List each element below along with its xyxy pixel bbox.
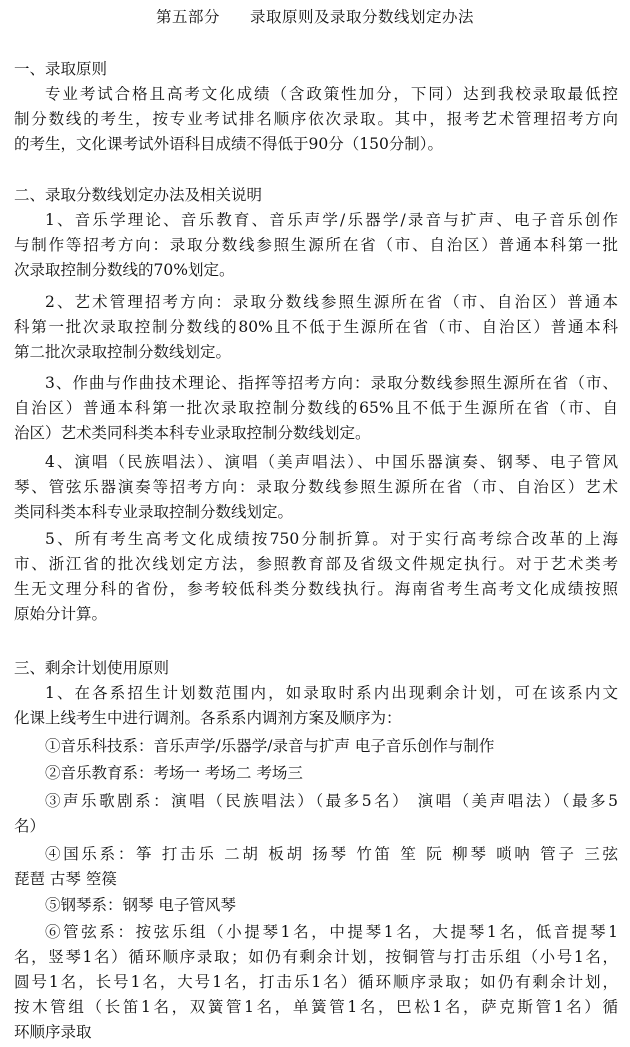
paragraph-line: 化课上线考生中进行调剂。各系系内调剂方案及顺序为： xyxy=(14,709,402,727)
paragraph-line: 原始分计算。 xyxy=(14,605,108,623)
paragraph-line: 治区）艺术类同科类本科专业录取控制分数线划定。 xyxy=(14,424,371,442)
list-item: ⑤钢琴系：钢琴 电子管风琴 xyxy=(45,896,236,914)
title-part: 第五部分 xyxy=(155,8,220,26)
paragraph-line: 的考生，文化课考试外语科目成绩不得低于90分（150分制）。 xyxy=(14,135,444,153)
paragraph-line: 次录取控制分数线的70%划定。 xyxy=(14,261,235,279)
list-item: ②音乐教育系：考场一 考场二 考场三 xyxy=(45,764,303,782)
paragraph-line: 制分数线的考生，按专业考试排名顺序依次录取。其中，报考艺术管理招考方向 xyxy=(14,110,618,128)
paragraph-line: 1、音乐学理论、音乐教育、音乐声学/乐器学/录音与扩声、电子音乐创作 xyxy=(45,211,618,229)
paragraph-line: 市、浙江省的批次线划定方法，参照教育部及省级文件规定执行。对于艺术类考 xyxy=(14,555,618,573)
paragraph-line: 琴、管弦乐器演奏等招考方向：录取分数线参照生源所在省（市、自治区）艺术 xyxy=(14,478,618,496)
paragraph-line: 生无文理分科的省份，参考较低科类分数线执行。海南省考生高考文化成绩按照 xyxy=(14,580,618,598)
list-item-continuation: 名，竖琴1名）循环顺序录取；如仍有剩余计划，按铜管与打击乐组（小号1名， xyxy=(14,948,618,966)
section-heading: 二、录取分数线划定办法及相关说明 xyxy=(14,186,263,204)
paragraph-line: 3、作曲与作曲技术理论、指挥等招考方向：录取分数线参照生源所在省（市、 xyxy=(45,374,618,392)
list-item: ①音乐科技系：音乐声学/乐器学/录音与扩声 电子音乐创作与制作 xyxy=(45,737,495,755)
list-item-continuation: 琵琶 古琴 箜篌 xyxy=(14,870,117,888)
list-item: ③声乐歌剧系：演唱（民族唱法）（最多5名） 演唱（美声唱法）（最多5 xyxy=(45,792,618,810)
list-item: ⑥管弦系：按弦乐组（小提琴1名，中提琴1名，大提琴1名，低音提琴1 xyxy=(45,923,618,941)
title-text: 录取原则及录取分数线划定办法 xyxy=(250,8,475,26)
list-item-continuation: 名） xyxy=(14,817,46,835)
section-heading: 一、录取原则 xyxy=(14,60,108,78)
list-item-continuation: 圆号1名，长号1名，大号1名，打击乐1名）循环顺序录取；如仍有剩余计划， xyxy=(14,973,618,991)
paragraph-line: 与制作等招考方向：录取分数线参照生源所在省（市、自治区）普通本科第一批 xyxy=(14,236,618,254)
paragraph-line: 科第一批次录取控制分数线的80%且不低于生源所在省（市、自治区）普通本科 xyxy=(14,318,618,336)
paragraph-line: 自治区）普通本科第一批次录取控制分数线的65%且不低于生源所在省（市、自 xyxy=(14,399,618,417)
paragraph-line: 5、所有考生高考文化成绩按750分制折算。对于实行高考综合改革的上海 xyxy=(45,530,618,548)
paragraph-line: 第二批次录取控制分数线划定。 xyxy=(14,343,232,361)
section-heading: 三、剩余计划使用原则 xyxy=(14,659,170,677)
paragraph-line: 1、在各系招生计划数范围内，如录取时系内出现剩余计划，可在该系内文 xyxy=(45,684,618,702)
paragraph-line: 2、艺术管理招考方向：录取分数线参照生源所在省（市、自治区）普通本 xyxy=(45,293,618,311)
list-item: ④国乐系：筝 打击乐 二胡 板胡 扬琴 竹笛 笙 阮 柳琴 唢呐 管子 三弦 xyxy=(45,845,618,863)
paragraph-line: 类同科类本科专业录取控制分数线划定。 xyxy=(14,503,294,521)
list-item-continuation: 环顺序录取 xyxy=(14,1023,92,1041)
paragraph-line: 4、演唱（民族唱法）、演唱（美声唱法）、中国乐器演奏、钢琴、电子管风 xyxy=(45,453,618,471)
page-title xyxy=(0,6,630,28)
paragraph-line: 专业考试合格且高考文化成绩（含政策性加分，下同）达到我校录取最低控 xyxy=(45,85,618,103)
list-item-continuation: 按木管组（长笛1名，双簧管1名，单簧管1名，巴松1名，萨克斯管1名）循 xyxy=(14,998,618,1016)
